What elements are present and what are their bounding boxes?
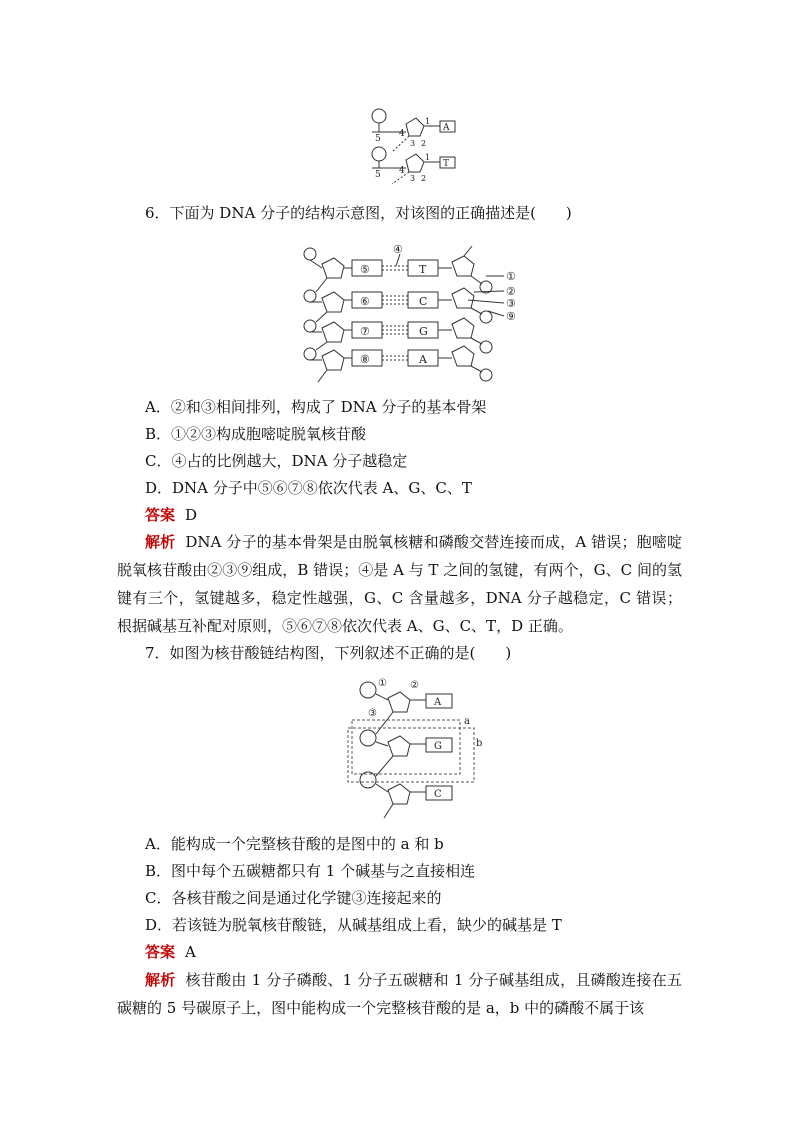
q7-option-a: A．能构成一个完整核苷酸的是图中的 a 和 b [145, 835, 444, 853]
analysis-tag: 解析 [145, 971, 176, 989]
base-label: C [434, 789, 442, 800]
box-label: a [464, 716, 470, 727]
circled-label: ⑦ [360, 325, 370, 338]
fig-label: 2 [421, 174, 427, 183]
fig-label: 5 [375, 170, 381, 180]
fig-label: T [443, 159, 450, 169]
answer-tag: 答案 [145, 943, 176, 961]
base-label: A [434, 697, 442, 708]
nucleotide-pair-figure [362, 104, 462, 184]
q7-analysis-text: 核苷酸由 1 分子磷酸、1 分子五碳糖和 1 分子碱基组成，且磷酸连接在五碳糖的 5 号碳原子上，图中能构成一个完整核苷酸的是 a，b 中的磷酸不属于该 [117, 971, 682, 1017]
fig-label: A [443, 123, 450, 133]
circled-label: ⑤ [360, 263, 370, 276]
callout-label: ② [506, 285, 516, 298]
circled-label: ⑥ [360, 295, 370, 308]
fig-label: 5 [375, 134, 381, 144]
circled-label: ⑧ [360, 353, 370, 366]
callout-label: ① [506, 270, 516, 283]
callout-label: ③ [368, 708, 377, 719]
base-label: T [419, 263, 427, 276]
q6-analysis [117, 528, 682, 640]
question-6-stem: 6．下面为 DNA 分子的结构示意图，对该图的正确描述是( ) [145, 204, 572, 222]
fig-label: 4 [399, 129, 405, 139]
q7-option-b: B．图中每个五碳糖都只有 1 个碱基与之直接相连 [145, 862, 476, 880]
callout-label: ① [378, 678, 387, 689]
callout-label: ② [410, 680, 419, 691]
fig-label: 1 [425, 153, 431, 162]
q6-answer: D [185, 506, 198, 524]
fig-label: 2 [421, 139, 427, 148]
fig-label: 3 [410, 139, 416, 148]
fig-label: 4 [399, 166, 405, 176]
fig-label: 1 [425, 117, 431, 126]
q6-option-a: A．②和③相间排列，构成了 DNA 分子的基本骨架 [145, 398, 487, 416]
q7-answer: A [185, 943, 196, 961]
base-label: G [419, 325, 428, 338]
fig-label: 3 [410, 174, 416, 183]
analysis-tag: 解析 [145, 533, 176, 551]
dna-structure-figure [296, 240, 536, 385]
q6-option-d: D．DNA 分子中⑤⑥⑦⑧依次代表 A、G、C、T [145, 479, 472, 497]
box-label: b [476, 738, 483, 749]
q6-option-b: B．①②③构成胞嘧啶脱氧核苷酸 [145, 425, 367, 443]
callout-label: ③ [506, 297, 516, 310]
base-label: C [419, 295, 428, 308]
q7-option-d: D．若该链为脱氧核苷酸链，从碱基组成上看，缺少的碱基是 T [145, 916, 562, 934]
q6-answer-line [145, 502, 705, 528]
callout-label: ④ [393, 243, 403, 256]
q6-analysis-text: DNA 分子的基本骨架是由脱氧核糖和磷酸交替连接而成，A 错误；胞嘧啶脱氧核苷酸由②③⑨组成，B 错误；④是 A 与 T 之间的氢键，有两个，G、C 间的氢键有三个，氢键越多，稳定性越强，G、C 含量越多，DNA 分子越稳定，C 错误；根据碱基互补配对原则，⑤⑥⑦⑧依次代表 A、G、C、T，D 正确。 [117, 533, 682, 635]
answer-tag: 答案 [145, 506, 176, 524]
callout-label: ⑨ [506, 310, 516, 323]
nucleotide-chain-figure [344, 676, 484, 822]
q7-option-c: C．各核苷酸之间是通过化学键③连接起来的 [145, 889, 442, 907]
q6-option-c: C．④占的比例越大，DNA 分子越稳定 [145, 452, 408, 470]
question-7-stem: 7．如图为核苷酸链结构图，下列叙述不正确的是( ) [145, 644, 512, 662]
q7-analysis [117, 966, 682, 1022]
base-label: A [419, 353, 427, 366]
q7-answer-line [145, 939, 705, 965]
base-label: G [434, 741, 442, 752]
